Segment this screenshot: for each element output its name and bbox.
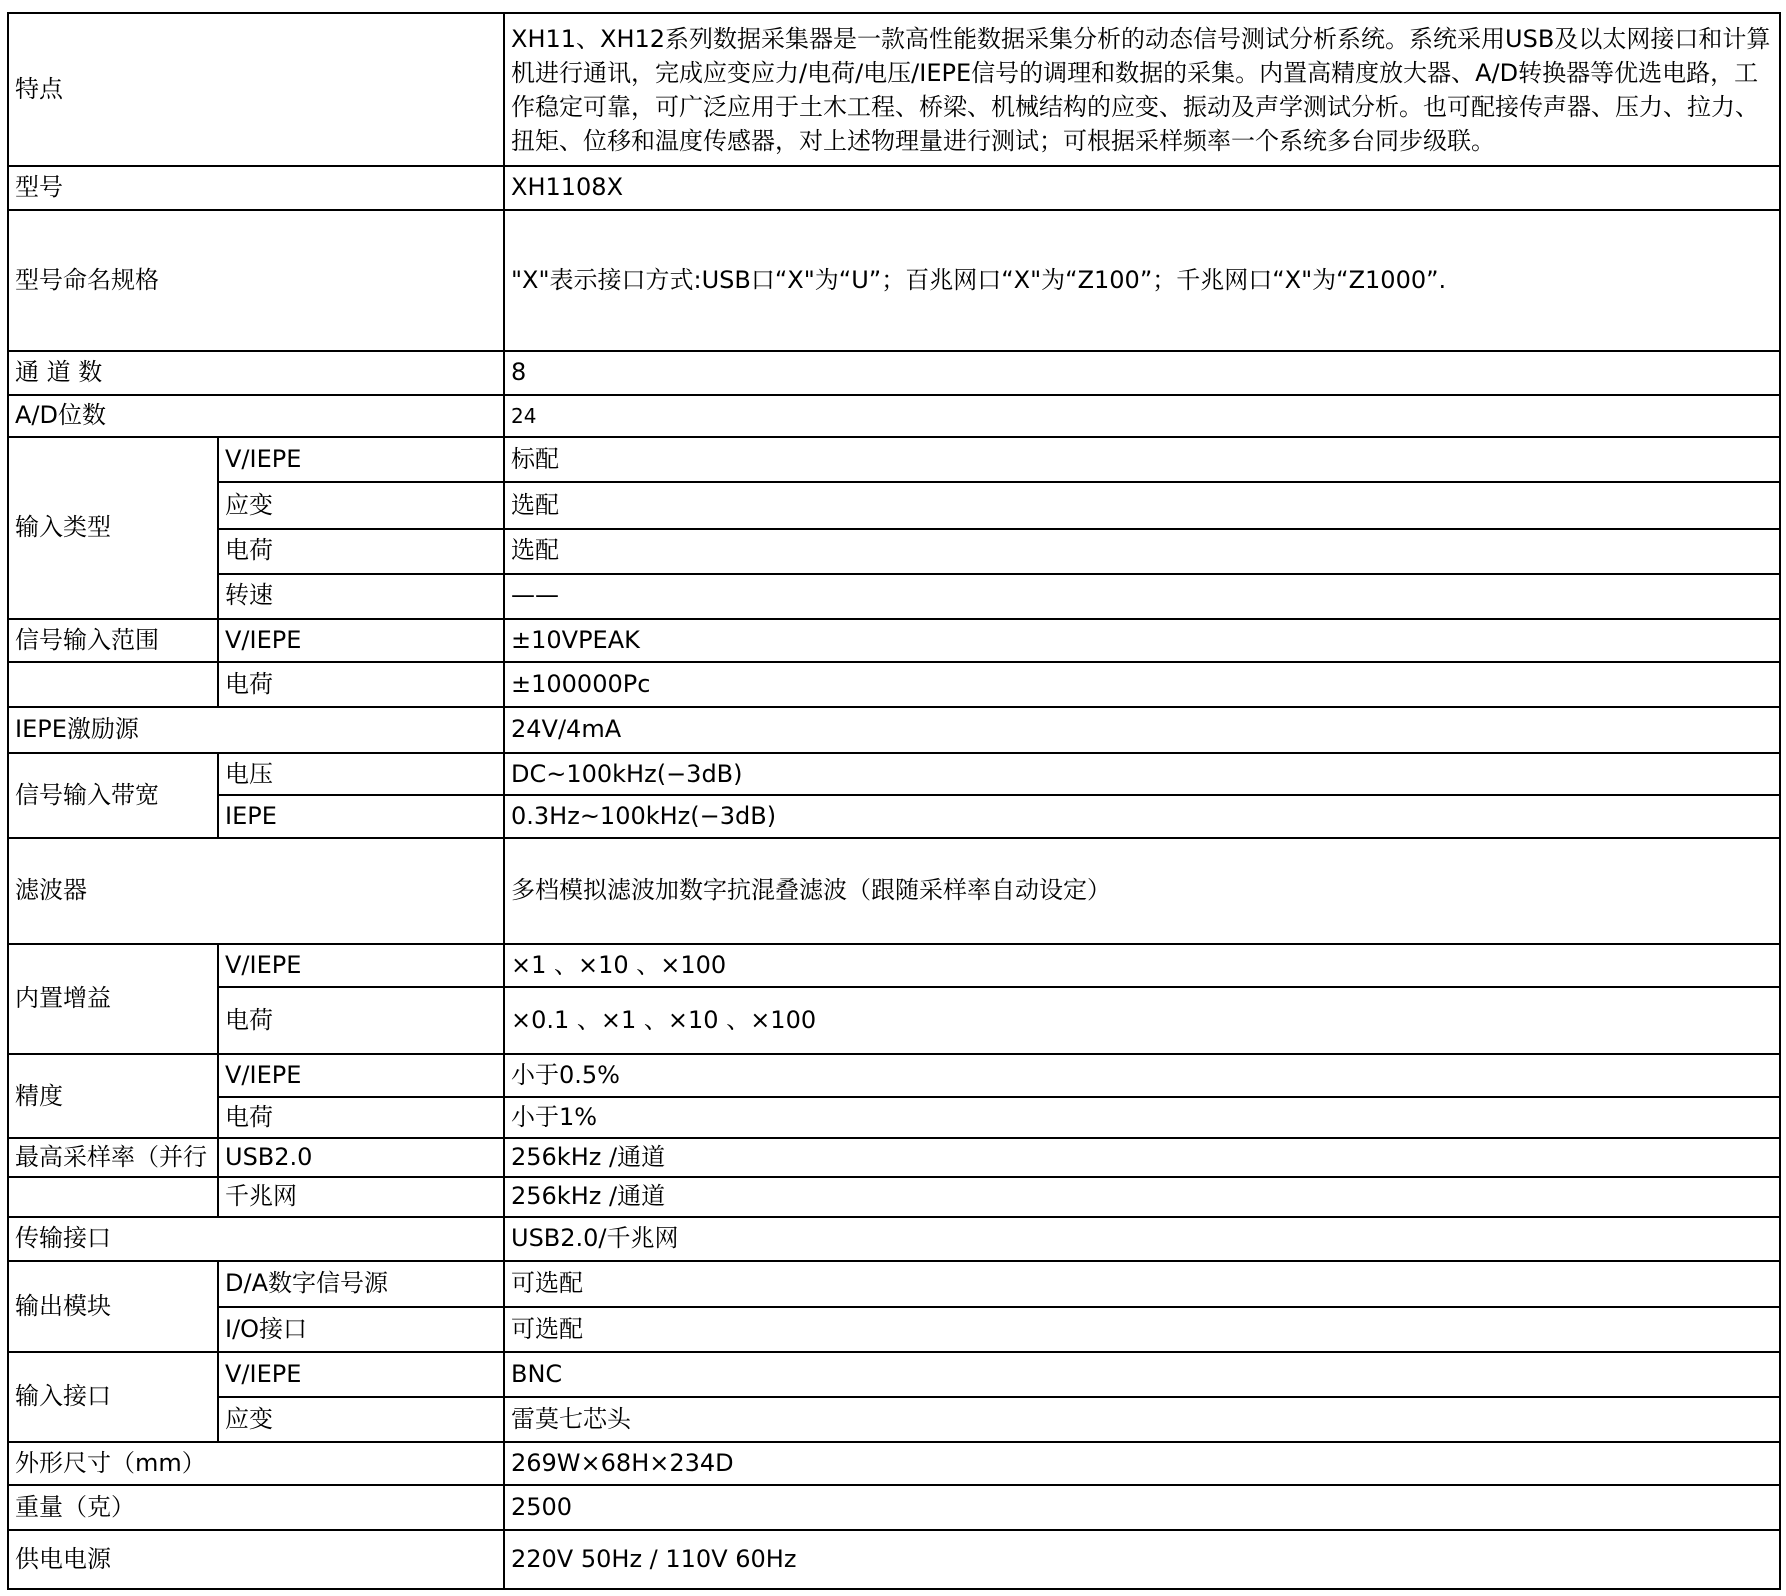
- label-weight: 重量（克）: [8, 1485, 504, 1529]
- sub-label: V/IEPE: [218, 944, 504, 987]
- sub-label: 电荷: [218, 662, 504, 707]
- label-gain: 内置增益: [8, 944, 218, 1054]
- label-model: 型号: [8, 166, 504, 209]
- sub-value: ±100000Pc: [504, 662, 1780, 707]
- label-ad-bits: A/D位数: [8, 395, 504, 437]
- label-channels: 通 道 数: [8, 351, 504, 395]
- row-bandwidth-1: [8, 753, 1780, 795]
- sub-label: I/O接口: [218, 1307, 504, 1352]
- label-empty: [8, 1177, 218, 1217]
- sub-label: 应变: [218, 482, 504, 528]
- row-gain-1: [8, 944, 1780, 987]
- sub-label: V/IEPE: [218, 437, 504, 482]
- label-power: 供电电源: [8, 1530, 504, 1589]
- sub-value: ±10VPEAK: [504, 619, 1780, 662]
- value-ad-bits: 24: [504, 395, 1780, 437]
- sub-value: 256kHz /通道: [504, 1138, 1780, 1176]
- sub-value: 0.3Hz~100kHz(−3dB): [504, 795, 1780, 837]
- label-input-connector: 输入接口: [8, 1352, 218, 1442]
- row-accuracy-2: [8, 1097, 1780, 1138]
- value-filter: 多档模拟滤波加数字抗混叠滤波（跟随采样率自动设定）: [504, 838, 1780, 944]
- sub-value: 选配: [504, 482, 1780, 528]
- row-accuracy-1: [8, 1054, 1780, 1097]
- label-accuracy: 精度: [8, 1054, 218, 1138]
- sub-label: 电压: [218, 753, 504, 795]
- value-interface: USB2.0/千兆网: [504, 1217, 1780, 1261]
- row-input-connector-1: [8, 1352, 1780, 1397]
- sub-value: DC~100kHz(−3dB): [504, 753, 1780, 795]
- row-channels: [8, 351, 1780, 395]
- sub-label: 电荷: [218, 529, 504, 574]
- row-weight: [8, 1485, 1780, 1529]
- label-iepe-source: IEPE激励源: [8, 707, 504, 753]
- sub-label: 转速: [218, 574, 504, 619]
- label-naming: 型号命名规格: [8, 210, 504, 351]
- sub-label: 千兆网: [218, 1177, 504, 1217]
- row-output-module-2: [8, 1307, 1780, 1352]
- row-filter: [8, 838, 1780, 944]
- value-dimensions: 269W×68H×234D: [504, 1442, 1780, 1485]
- label-dimensions: 外形尺寸（mm）: [8, 1442, 504, 1485]
- row-sample-rate-1: [8, 1138, 1780, 1176]
- sub-label: IEPE: [218, 795, 504, 837]
- value-naming: "X"表示接口方式:USB口“X"为“U”；百兆网口“X"为“Z100”；千兆网口“X"为“Z1000”.: [504, 210, 1780, 351]
- row-features: [8, 13, 1780, 166]
- value-model: XH1108X: [504, 166, 1780, 209]
- value-channels: 8: [504, 351, 1780, 395]
- row-input-range-2: [8, 662, 1780, 707]
- value-weight: 2500: [504, 1485, 1780, 1529]
- value-features: XH11、XH12系列数据采集器是一款高性能数据采集分析的动态信号测试分析系统。系统采用USB及以太网接口和计算机进行通讯，完成应变应力/电荷/电压/IEPE信号的调理和数据的采集。内置高精度放大器、A/D转换器等优选电路，工作稳定可靠，可广泛应用于土木工程、桥梁、机械结构的应变、振动及声学测试分析。也可配接传声器、压力、拉力、扭矩、位移和温度传感器，对上述物理量进行测试；可根据采样频率一个系统多台同步级联。: [504, 13, 1780, 166]
- value-power: 220V 50Hz / 110V 60Hz: [504, 1530, 1780, 1589]
- row-naming: [8, 210, 1780, 351]
- sub-value: 可选配: [504, 1307, 1780, 1352]
- row-output-module-1: [8, 1261, 1780, 1307]
- sub-label: 应变: [218, 1397, 504, 1442]
- sub-value: 可选配: [504, 1261, 1780, 1307]
- label-empty: [8, 662, 218, 707]
- label-interface: 传输接口: [8, 1217, 504, 1261]
- sub-label: D/A数字信号源: [218, 1261, 504, 1307]
- row-gain-2: [8, 987, 1780, 1054]
- sub-value: 标配: [504, 437, 1780, 482]
- row-dimensions: [8, 1442, 1780, 1485]
- label-bandwidth: 信号输入带宽: [8, 753, 218, 837]
- sub-label: 电荷: [218, 1097, 504, 1138]
- row-iepe-source: [8, 707, 1780, 753]
- row-input-type-3: [8, 529, 1780, 574]
- row-bandwidth-2: [8, 795, 1780, 837]
- row-input-range-1: [8, 619, 1780, 662]
- value-iepe-source: 24V/4mA: [504, 707, 1780, 753]
- sub-value: 小于0.5%: [504, 1054, 1780, 1097]
- sub-value: BNC: [504, 1352, 1780, 1397]
- sub-label: 电荷: [218, 987, 504, 1054]
- spec-table: [7, 12, 1781, 1590]
- sub-value: 256kHz /通道: [504, 1177, 1780, 1217]
- row-input-type-1: [8, 437, 1780, 482]
- label-sample-rate: 最高采样率（并行: [8, 1138, 218, 1176]
- row-input-connector-2: [8, 1397, 1780, 1442]
- sub-value: 雷莫七芯头: [504, 1397, 1780, 1442]
- row-input-type-4: [8, 574, 1780, 619]
- sub-value: ×0.1 、×1 、×10 、×100: [504, 987, 1780, 1054]
- sub-label: V/IEPE: [218, 1352, 504, 1397]
- sub-label: USB2.0: [218, 1138, 504, 1176]
- sub-value: 小于1%: [504, 1097, 1780, 1138]
- label-filter: 滤波器: [8, 838, 504, 944]
- label-features: 特点: [8, 13, 504, 166]
- sub-value: ×1 、×10 、×100: [504, 944, 1780, 987]
- row-model: [8, 166, 1780, 209]
- sub-value: ——: [504, 574, 1780, 619]
- label-output-module: 输出模块: [8, 1261, 218, 1352]
- sub-label: V/IEPE: [218, 619, 504, 662]
- row-power: [8, 1530, 1780, 1589]
- row-ad-bits: [8, 395, 1780, 437]
- row-input-type-2: [8, 482, 1780, 528]
- sub-value: 选配: [504, 529, 1780, 574]
- label-input-range: 信号输入范围: [8, 619, 218, 662]
- label-input-type: 输入类型: [8, 437, 218, 619]
- sub-label: V/IEPE: [218, 1054, 504, 1097]
- row-interface: [8, 1217, 1780, 1261]
- row-sample-rate-2: [8, 1177, 1780, 1217]
